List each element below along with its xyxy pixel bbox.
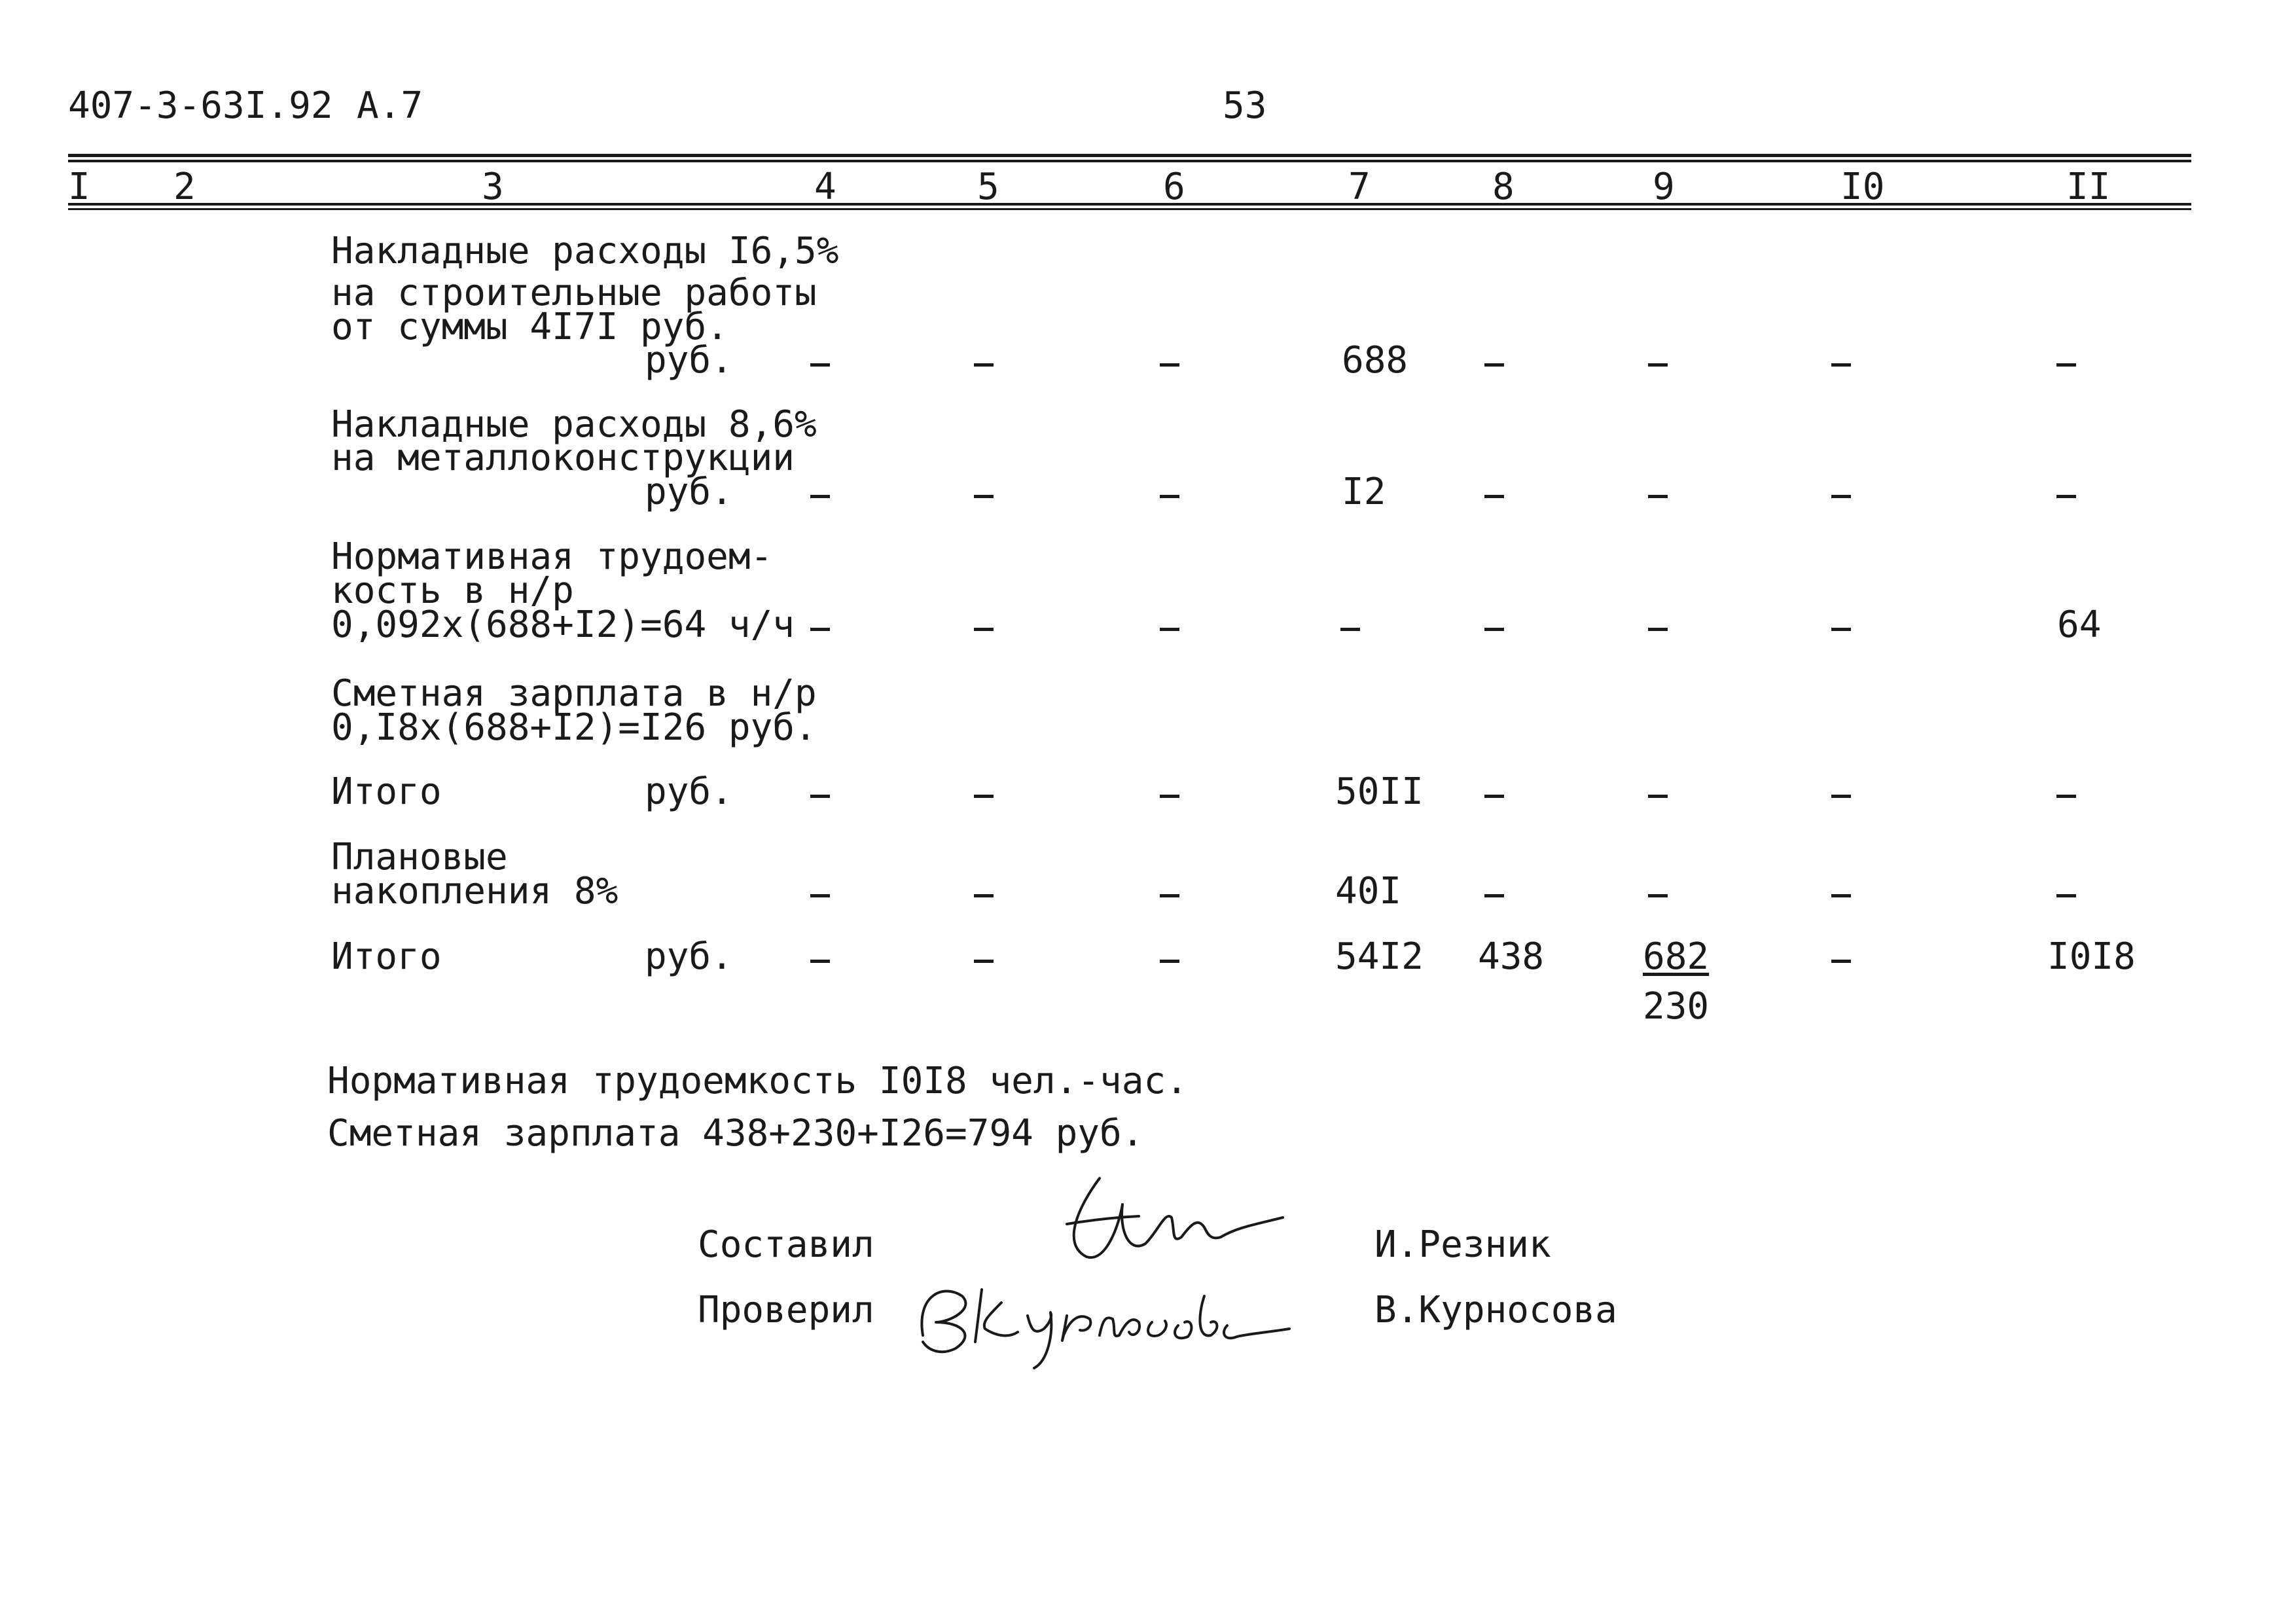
empty-cell-dash	[1484, 363, 1504, 367]
empty-cell-dash	[1340, 628, 1360, 631]
col-header-2: 2	[173, 166, 196, 208]
empty-cell-dash	[974, 795, 994, 798]
row-unit: руб.	[645, 935, 733, 978]
row-description-line: Плановые	[331, 836, 508, 878]
empty-cell-dash	[1160, 960, 1179, 963]
row-value-col7: 40I	[1335, 870, 1402, 912]
empty-cell-dash	[1160, 363, 1179, 367]
empty-cell-dash	[1484, 795, 1504, 798]
row-value-col8: 438	[1478, 935, 1545, 978]
row-description-line: 0,I8х(688+I2)=I26 руб.	[331, 706, 817, 749]
empty-cell-dash	[2056, 495, 2076, 498]
empty-cell-dash	[2056, 795, 2076, 798]
empty-cell-dash	[1160, 795, 1179, 798]
empty-cell-dash	[810, 363, 830, 367]
empty-cell-dash	[974, 960, 994, 963]
row-description-line: Сметная зарплата в н/р	[331, 672, 817, 715]
empty-cell-dash	[810, 894, 830, 897]
row-description-line: на металлоконструкции	[331, 437, 795, 479]
col-header-10: I0	[1840, 166, 1885, 208]
empty-cell-dash	[1160, 628, 1179, 631]
empty-cell-dash	[1831, 363, 1851, 367]
empty-cell-dash	[2056, 894, 2076, 897]
row-description-line: Нормативная трудоем-	[331, 535, 773, 578]
row-description-line: кость в н/р	[331, 569, 574, 612]
table-top-rule-1	[68, 154, 2191, 157]
row-description-line: от суммы 4I7I руб.	[331, 306, 728, 348]
empty-cell-dash	[1831, 495, 1851, 498]
checked-by-label: Проверил	[698, 1289, 874, 1331]
compiled-by-name: И.Резник	[1374, 1223, 1551, 1266]
col-header-5: 5	[977, 166, 999, 208]
row-description-line: Накладные расходы I6,5%	[331, 230, 839, 272]
empty-cell-dash	[1648, 628, 1668, 631]
row-value-col7: I2	[1342, 471, 1386, 513]
table-header-bottom-rule-2	[68, 208, 2191, 210]
empty-cell-dash	[974, 495, 994, 498]
empty-cell-dash	[1648, 795, 1668, 798]
empty-cell-dash	[2056, 363, 2076, 367]
page-number: 53	[1223, 84, 1267, 127]
empty-cell-dash	[974, 894, 994, 897]
row-label: Итого	[331, 770, 442, 813]
row-unit: руб.	[645, 770, 733, 813]
col-header-3: 3	[482, 166, 504, 208]
empty-cell-dash	[1831, 960, 1851, 963]
row-value-col7: 50II	[1335, 770, 1424, 813]
signature-checked	[903, 1257, 1296, 1375]
empty-cell-dash	[810, 795, 830, 798]
empty-cell-dash	[1484, 628, 1504, 631]
row-value-col11: 64	[2057, 604, 2102, 646]
row-description-line: на строительные работы	[331, 272, 817, 314]
empty-cell-dash	[1160, 894, 1179, 897]
row-value-col9-bottom: 230	[1643, 985, 1710, 1028]
empty-cell-dash	[1831, 628, 1851, 631]
doc-code: 407-3-63I.92	[68, 84, 333, 127]
empty-cell-dash	[1648, 363, 1668, 367]
col-header-6: 6	[1163, 166, 1185, 208]
row-label: Итого	[331, 935, 442, 978]
empty-cell-dash	[1160, 495, 1179, 498]
row-value-col9-top: 682	[1643, 935, 1710, 978]
row-value-col7: 688	[1342, 339, 1408, 382]
col-header-8: 8	[1492, 166, 1515, 208]
col-header-7: 7	[1348, 166, 1371, 208]
album-number: А.7	[357, 84, 423, 127]
row-value-col11: I0I8	[2047, 935, 2136, 978]
empty-cell-dash	[1648, 894, 1668, 897]
empty-cell-dash	[1831, 795, 1851, 798]
col-header-1: I	[68, 166, 90, 208]
empty-cell-dash	[1831, 894, 1851, 897]
row-unit: руб.	[645, 471, 733, 513]
row-description-line: Накладные расходы 8,6%	[331, 403, 817, 446]
empty-cell-dash	[810, 628, 830, 631]
checked-by-name: В.Курносова	[1374, 1289, 1617, 1331]
empty-cell-dash	[1648, 495, 1668, 498]
col-header-9: 9	[1653, 166, 1675, 208]
empty-cell-dash	[974, 628, 994, 631]
row-value-col7: 54I2	[1335, 935, 1424, 978]
summary-labor-intensity: Нормативная трудоемкость I0I8 чел.-час.	[327, 1060, 1188, 1102]
compiled-by-label: Составил	[698, 1223, 874, 1266]
summary-wage-estimate: Сметная зарплата 438+230+I26=794 руб.	[327, 1112, 1144, 1155]
empty-cell-dash	[974, 363, 994, 367]
col-header-11: II	[2066, 166, 2111, 208]
row-description-line: накопления 8%	[331, 870, 619, 912]
empty-cell-dash	[810, 495, 830, 498]
table-top-rule-2	[68, 160, 2191, 162]
empty-cell-dash	[1484, 495, 1504, 498]
row-unit: руб.	[645, 339, 733, 382]
empty-cell-dash	[810, 960, 830, 963]
empty-cell-dash	[1484, 894, 1504, 897]
row-description-line: 0,092х(688+I2)=64 ч/ч	[331, 604, 795, 646]
col-header-4: 4	[814, 166, 836, 208]
